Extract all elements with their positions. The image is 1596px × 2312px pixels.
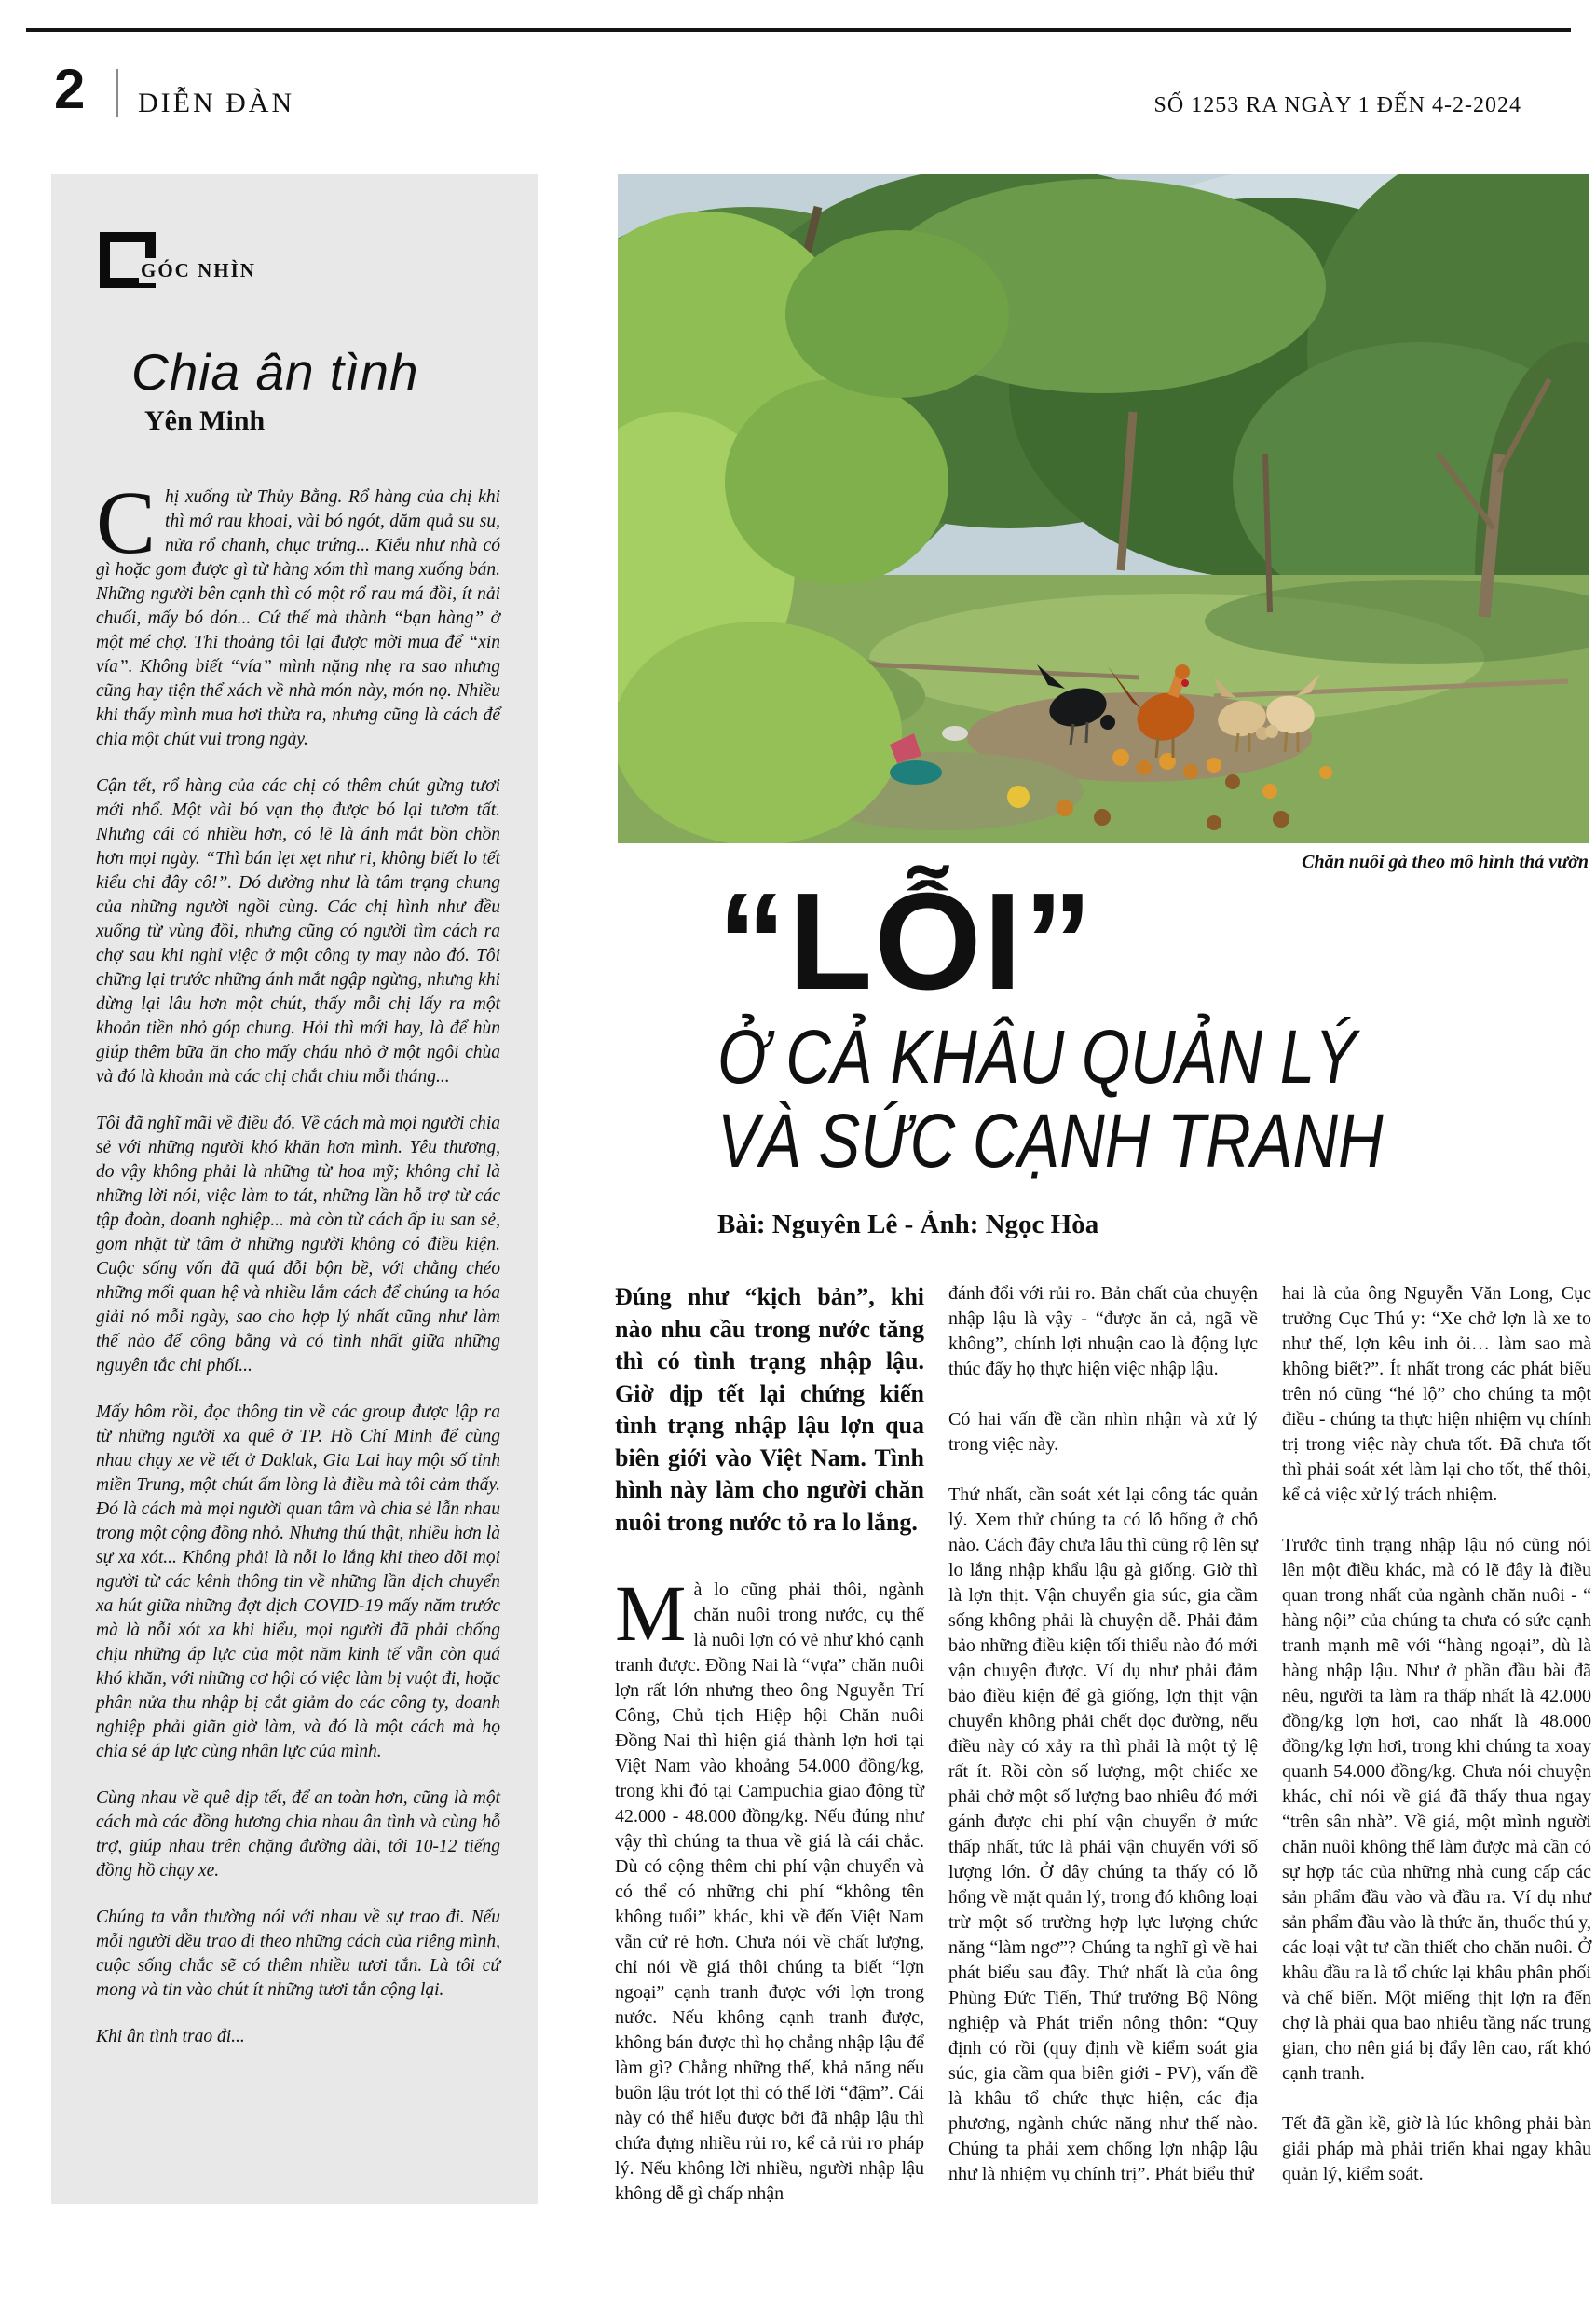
paragraph: Cận tết, rổ hàng của các chị có thêm chút gừng tươi mới nhổ. Một vài bó vạn thọ được bó lại tươm tất. Nhưng cái có nhiều hơn, có lẽ là ánh mắt bồn chồn hơn mọi ngày. “Thì bán lẹt xẹt như ri, không biết lo tết kiểu chi đây cô!”. Đó dường như là tâm trạng chung của những người ngồi cùng. Các chị hình như đều xuống từ vùng đồi, nhưng cũng có người tìm cách ra chợ sau khi nghỉ việc ở một công ty may nào đó. Tôi chững lại trước những ánh mắt ngập ngừng, nhưng khi dừng lại lâu hơn một chút, thấy mỗi chị lấy ra một khoản tiền nhỏ góp chung. Hỏi thì mới hay, là để hùn giúp thêm bữa ăn cho mấy cháu nhỏ ở một ngôi chùa và đó là khoản mà các chị chắt chiu mỗi tháng... — [96, 776, 500, 1087]
headline-word: “LỖI” — [717, 865, 1095, 1019]
opinion-author: Yên Minh — [144, 405, 266, 436]
byline: Bài: Nguyên Lê - Ảnh: Ngọc Hòa — [717, 1210, 1099, 1239]
article-body — [615, 1281, 1591, 2207]
article-paragraph: Mà lo cũng phải thôi, ngành chăn nuôi trong nước, cụ thể là nuôi lợn có vẻ như khó cạnh tranh được. Đồng Nai là “vựa” chăn nuôi lợn rất lớn nhưng theo ông Nguyễn Trí Công, Chủ tịch Hiệp hội Chăn nuôi Đồng Nai thì hiện giá thành lợn hơi tại Việt Nam vào khoảng 54.000 đồng/kg, trong khi đó tại Campuchia giao động từ 42.000 - 48.000 đồng/kg. Nếu đúng như vậy thì chúng ta thua về giá là cái chắc. Dù có cộng thêm chi phí vận chuyển và có thể có những chi phí “không tên không tuổi” khác, khi về đến Việt Nam vẫn cứ rẻ hơn. Chưa nói về chất lượng, chỉ nói về giá thôi chúng ta biết “lợn ngoại” cạnh tranh được với lợn trong nước. Nếu không cạnh tranh được, không bán được thì họ chẳng nhập lậu để làm gì? Chẳng những thế, khả năng nếu buôn lậu trót lọt thì có thể lời “đậm”. Cái này có thể hiểu được bởi đã nhập lậu thì chứa đựng nhiều rủi ro, kể cả rủi ro pháp lý. Nếu không lời nhiều, người nhập lậu không dễ gì chấp nhận — [615, 1568, 924, 2204]
opinion-lead-paragraph: Chị xuống từ Thủy Bằng. Rổ hàng của chị khi thì mớ rau khoai, vài bó ngót, dăm quả su su, nửa rổ chanh, chục trứng... Kiểu như nhà có gì hoặc gom được gì từ hàng xóm thì mang xuống bán. Những người bên cạnh thì có một rổ rau má đồi, ít nải chuối, mấy bó dón... Cứ thế mà thành “bạn hàng” ở một mé chợ. Thi thoảng tôi lại được mời mua để “xin vía”. Không biết “vía” mình nặng nhẹ ra sao nhưng cũng hay tiện thể xách về nhà món này, món nọ. Nhiều khi thấy mình mua hơi thừa ra, nhưng cũng là cách để chia một chút vui trong ngày. — [96, 472, 500, 749]
header-divider — [116, 69, 118, 117]
paragraph: Tôi đã nghĩ mãi về điều đó. Về cách mà mọi người chia sẻ với những người khó khăn hơn mình. Yêu thương, do vậy không phải là những từ hoa mỹ; không chỉ là những lời nói, việc làm to tát, những lần hỗ trợ từ các tập đoàn, doanh nghiệp... mà còn từ cách ấp iu san sẻ, gom nhặt từ tâm ở những người không có điều kiện. Cuộc sống vốn đã quá đỗi bộn bề, với chằng chéo những mối quan hệ và nhiều lắm cách để chúng ta hóa giải nó mỗi ngày, sao cho hợp lý nhất cũng như làm thế nào để công bằng và có tình nhất giữa những nguyên tắc chi phối... — [96, 1114, 500, 1375]
paragraph: Chúng ta vẫn thường nói với nhau về sự trao đi. Nếu mỗi người đều trao đi theo những cách của riêng mình, cuộc sống chắc sẽ có thêm nhiều tươi tắn. Là tôi cứ mong và tin vào chút ít những tươi tắn cộng lại. — [96, 1908, 500, 2000]
top-rule — [26, 28, 1571, 32]
article-photo — [618, 174, 1589, 843]
kicker — [96, 232, 500, 288]
article-column-3 — [1282, 1281, 1591, 2207]
paragraph: Khi ân tình trao đi... — [96, 2027, 245, 2046]
opinion-title: Chia ân tình — [131, 343, 419, 401]
article-lead: Đúng như “kịch bản”, khi nào nhu cầu trong nước tăng thì có tình trạng nhập lậu. Giờ dịp tết lại chứng kiến tình trạng nhập lậu lợn qua biên giới vào Việt Nam. Tình hình này làm cho người chăn nuôi trong nước tỏ ra lo lắng. — [615, 1283, 924, 1536]
headline-line1: Ở CẢ KHÂU QUẢN LÝ — [717, 1015, 1357, 1100]
paragraph: Cùng nhau về quê dịp tết, để an toàn hơn, cũng là một cách mà các đồng hương chia nhau ân tình và cùng hỗ trợ, giúp nhau trên chặng đường dài, tới 10-12 tiếng đồng hồ chạy xe. — [96, 1788, 500, 1881]
issue-info: SỐ 1253 RA NGÀY 1 ĐẾN 4-2-2024 — [1153, 93, 1521, 117]
page-number: 2 — [54, 58, 86, 120]
paragraph: đánh đổi với rủi ro. Bản chất của chuyện nhập lậu là vậy - “được ăn cả, ngã về không”, chính lợi nhuận cao là động lực thúc đẩy họ thực hiện việc nhập lậu. — [948, 1283, 1258, 1379]
paragraph: Trước tình trạng nhập lậu nó cũng nói lên một điều khác, mà có lẽ đây là điều quan trong nhất của ngành chăn nuôi - “ hàng nội” của chúng ta chưa có sức cạnh tranh mạnh mẽ với “hàng ngoại”, dù là hàng nhập lậu. Như ở phần đầu bài đã nêu, người ta làm ra thấp nhất là 42.000 đồng/kg lợn hơi, cao nhất là 48.000 đồng/kg lợn hơi, trong khi chúng ta xoay quanh 54.000 đồng/kg. Chưa nói chuyện khác, chỉ nói về giá đã thấy thua ngay “trên sân nhà”. Về giá, một mình người chăn nuôi không thể làm được mà cần có sự hợp tác của những nhà cung cấp các sản phẩm đầu vào và đầu ra. Ví dụ như sản phẩm đầu vào là thức ăn, thuốc thú y, các loại vật tư cần thiết cho chăn nuôi. Ở khâu đầu ra là tổ chức lại khâu phân phối và chế biến. Một miếng thịt lợn ra đến chợ là phải qua bao nhiêu tầng nấc trung gian, cho nên giá bị đẩy lên cao, rất khó cạnh tranh. — [1282, 1535, 1591, 2084]
photo-caption: Chăn nuôi gà theo mô hình thả vườn — [1302, 852, 1589, 872]
headline-block — [717, 865, 1556, 1240]
section-title: DIỄN ĐÀN — [138, 88, 295, 118]
paragraph: Mấy hôm rồi, đọc thông tin về các group được lập ra từ những người xa quê ở TP. Hồ Chí Minh để cùng nhau chạy xe về tết ở Daklak, Gia Lai hay một số tỉnh miền Trung, một chút ấm lòng là điều mà tôi cảm thấy. Đó là cách mà mọi người quan tâm và chia sẻ lẫn nhau trong một cộng đồng nhỏ. Nhưng thú thật, nhiều hơn là sự xa xót... Không phải là nỗi lo lắng khi theo dõi mọi người từ các kênh thông tin về những lần dịch chuyển xa hút giữa những đợt dịch COVID-19 mấy năm trước mà là nỗi xót xa khi hiểu, mọi người đã phải chống chịu những áp lực của một năm kinh tế vẫn còn quá khó khăn, với những cơ hội có việc làm bị vuột đi, hoặc phân nửa thu nhập bị cắt giảm do các công ty, doanh nghiệp phải giãn giờ làm, và đó là một cách mà họ chia sẻ áp lực cùng nhân lực của mình. — [96, 1402, 500, 1761]
opinion-panel — [51, 174, 538, 2204]
orchard-chickens-illustration — [618, 174, 1589, 843]
article-column-1 — [615, 1281, 924, 2207]
article-column-2 — [948, 1281, 1258, 2207]
paragraph: Thứ nhất, cần soát xét lại công tác quản lý. Xem thử chúng ta có lỗ hổng ở chỗ nào. Cách đây chưa lâu thì cũng rộ lên sự lo lắng nhập khẩu lậu gà giống. Giờ thì là lợn thịt. Vận chuyển gia súc, gia cầm sống không phải là chuyện dễ. Phải đảm bảo những điều kiện tối thiểu nào đó mới vận chuyện được. Ví dụ như phải đảm bảo điều kiện để gà giống, lợn thịt vận chuyển không phải chết dọc đường, nếu điều này có xảy ra thì phải là một tỷ lệ rất ít. Rồi còn số lượng, một chiếc xe phải chở một số lượng bao nhiêu đó mới gánh được chi phí vận chuyển ở mức thấp nhất, tức là phải vận chuyển với số lượng lớn. Ở đây chúng ta thấy có lỗ hổng về mặt quản lý, trong đó không loại trừ một số trường hợp lực lượng chức năng “làm ngơ”? Chúng ta nghĩ gì về hai phát biểu sau đây. Thứ nhất là của ông Phùng Đức Tiến, Thứ trưởng Bộ Nông nghiệp và Phát triển nông thôn: “Quy định có rồi (quy định về kiểm soát gia súc, gia cầm qua biên giới - PV), vấn đề là khâu tổ chức thực hiện, các địa phương, ngành chức năng như thế nào. Chúng ta phải xem chống lợn nhập lậu như là nhiệm vụ chính trị”. Phát biểu thứ — [948, 1484, 1258, 2184]
opinion-paragraphs — [96, 774, 500, 2049]
paragraph: Có hai vấn đề cần nhìn nhận và xử lý trong việc này. — [948, 1409, 1258, 1455]
paragraph: hai là của ông Nguyễn Văn Long, Cục trưởng Cục Thú y: “Xe chở lợn là xe to như thế, lợn kêu inh ỏi… làm sao mà không biết?”. Ít nhất trong các phát biểu trên nó cũng “hé lộ” cho chúng ta một điều - chúng ta thực hiện nhiệm vụ chính trị trong việc này chưa tốt. Đã chưa tốt thì phải soát xét làm lại cho tốt, thế thôi, kể cả việc xử lý trách nhiệm. — [1282, 1283, 1591, 1505]
paragraph: Tết đã gần kề, giờ là lúc không phải bàn giải pháp mà phải triển khai ngay khâu quản lý, kiểm soát. — [1282, 2114, 1591, 2184]
headline-line2: VÀ SỨC CẠNH TRANH — [717, 1099, 1384, 1183]
kicker-label: GÓC NHÌN — [139, 258, 261, 283]
